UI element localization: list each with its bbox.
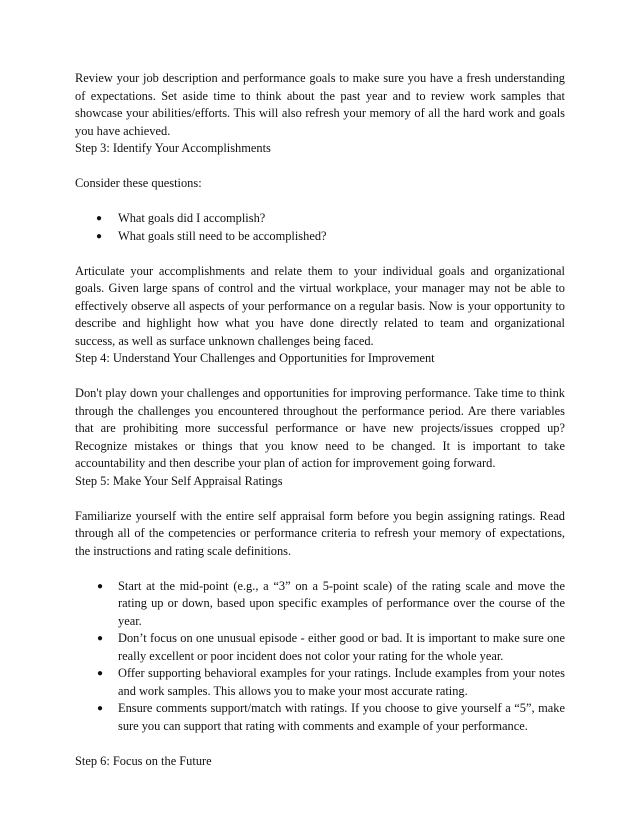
list-item: [75, 210, 565, 228]
spacer: [75, 368, 565, 386]
spacer: [75, 245, 565, 263]
bullet-icon: ●: [97, 703, 104, 714]
step5-paragraph: Familiarize yourself with the entire self appraisal form before you begin assigning ratings. Read through all of the competencies or performance criteria to refresh your memory of expectations, the instructions and rating scale definitions.: [75, 508, 565, 558]
list-item: [97, 630, 565, 665]
question-text: What goals still need to be accomplished?: [118, 228, 327, 243]
step5-heading: Step 5: Make Your Self Appraisal Ratings: [75, 473, 283, 488]
step5-tip-list: [97, 578, 565, 736]
list-item: [97, 578, 565, 631]
step4-heading: Step 4: Understand Your Challenges and Opportunities for Improvement: [75, 351, 435, 365]
spacer: [75, 193, 565, 211]
bullet-icon: ●: [96, 213, 103, 224]
spacer: [75, 560, 565, 578]
tip-text: Don’t focus on one unusual episode - either good or bad. It is important to make sure one really excellent or poor incident does not color your rating for the whole year.: [118, 631, 565, 663]
step6-heading: Step 6: Focus on the Future: [75, 753, 212, 768]
bullet-icon: ●: [97, 580, 104, 592]
list-item: [97, 700, 565, 735]
question-text: What goals did I accomplish?: [118, 211, 266, 225]
document-page: [75, 70, 565, 770]
tip-text: Start at the mid-point (e.g., a “3” on a 5-point scale) of the rating scale and move the rating up or down, based upon specific examples of performance over the course of the year.: [118, 578, 565, 628]
step3-consider-text: Consider these questions:: [75, 176, 202, 190]
step3-question-list: [75, 210, 565, 245]
spacer: [75, 735, 565, 753]
bullet-icon: ●: [97, 668, 104, 679]
bullet-icon: ●: [97, 633, 104, 644]
step4-paragraph: Don't play down your challenges and opportunities for improving performance. Take time to think through the challenges you encountered throughout the performance period. Are there variables that are prohibiting more successful performance or have new projects/issues cropped up? Recognize mistakes or things that you know need to be changed. It is important to take accountability and then describe your plan of action for improvement going forward.: [75, 386, 565, 470]
bullet-icon: ●: [96, 230, 103, 242]
step3-paragraph: Articulate your accomplishments and relate them to your individual goals and organizational goals. Given large spans of control and the virtual workplace, your manager may not be able to effectively observe all aspects of your performance on a regular basis. Now is your opportunity to describe and highlight how what you have done directly related to team and organizational success, as well as surface unknown challenges being faced.: [75, 263, 565, 348]
intro-paragraph: Review your job description and performance goals to make sure you have a fresh understanding of expectations. Set aside time to think about the past year and to review work samples that showcase your abilities/efforts. This will also refresh your memory of all the hard work and goals you have achieved.: [75, 71, 565, 138]
spacer: [75, 158, 565, 176]
list-item: [97, 665, 565, 700]
list-item: [75, 228, 565, 246]
spacer: [75, 490, 565, 508]
step3-heading: Step 3: Identify Your Accomplishments: [75, 141, 271, 155]
tip-text: Ensure comments support/match with ratings. If you choose to give yourself a “5”, make sure you can support that rating with comments and example of your performance.: [118, 701, 565, 733]
tip-text: Offer supporting behavioral examples for your ratings. Include examples from your notes and work samples. This allows you to make your most accurate rating.: [118, 666, 565, 698]
